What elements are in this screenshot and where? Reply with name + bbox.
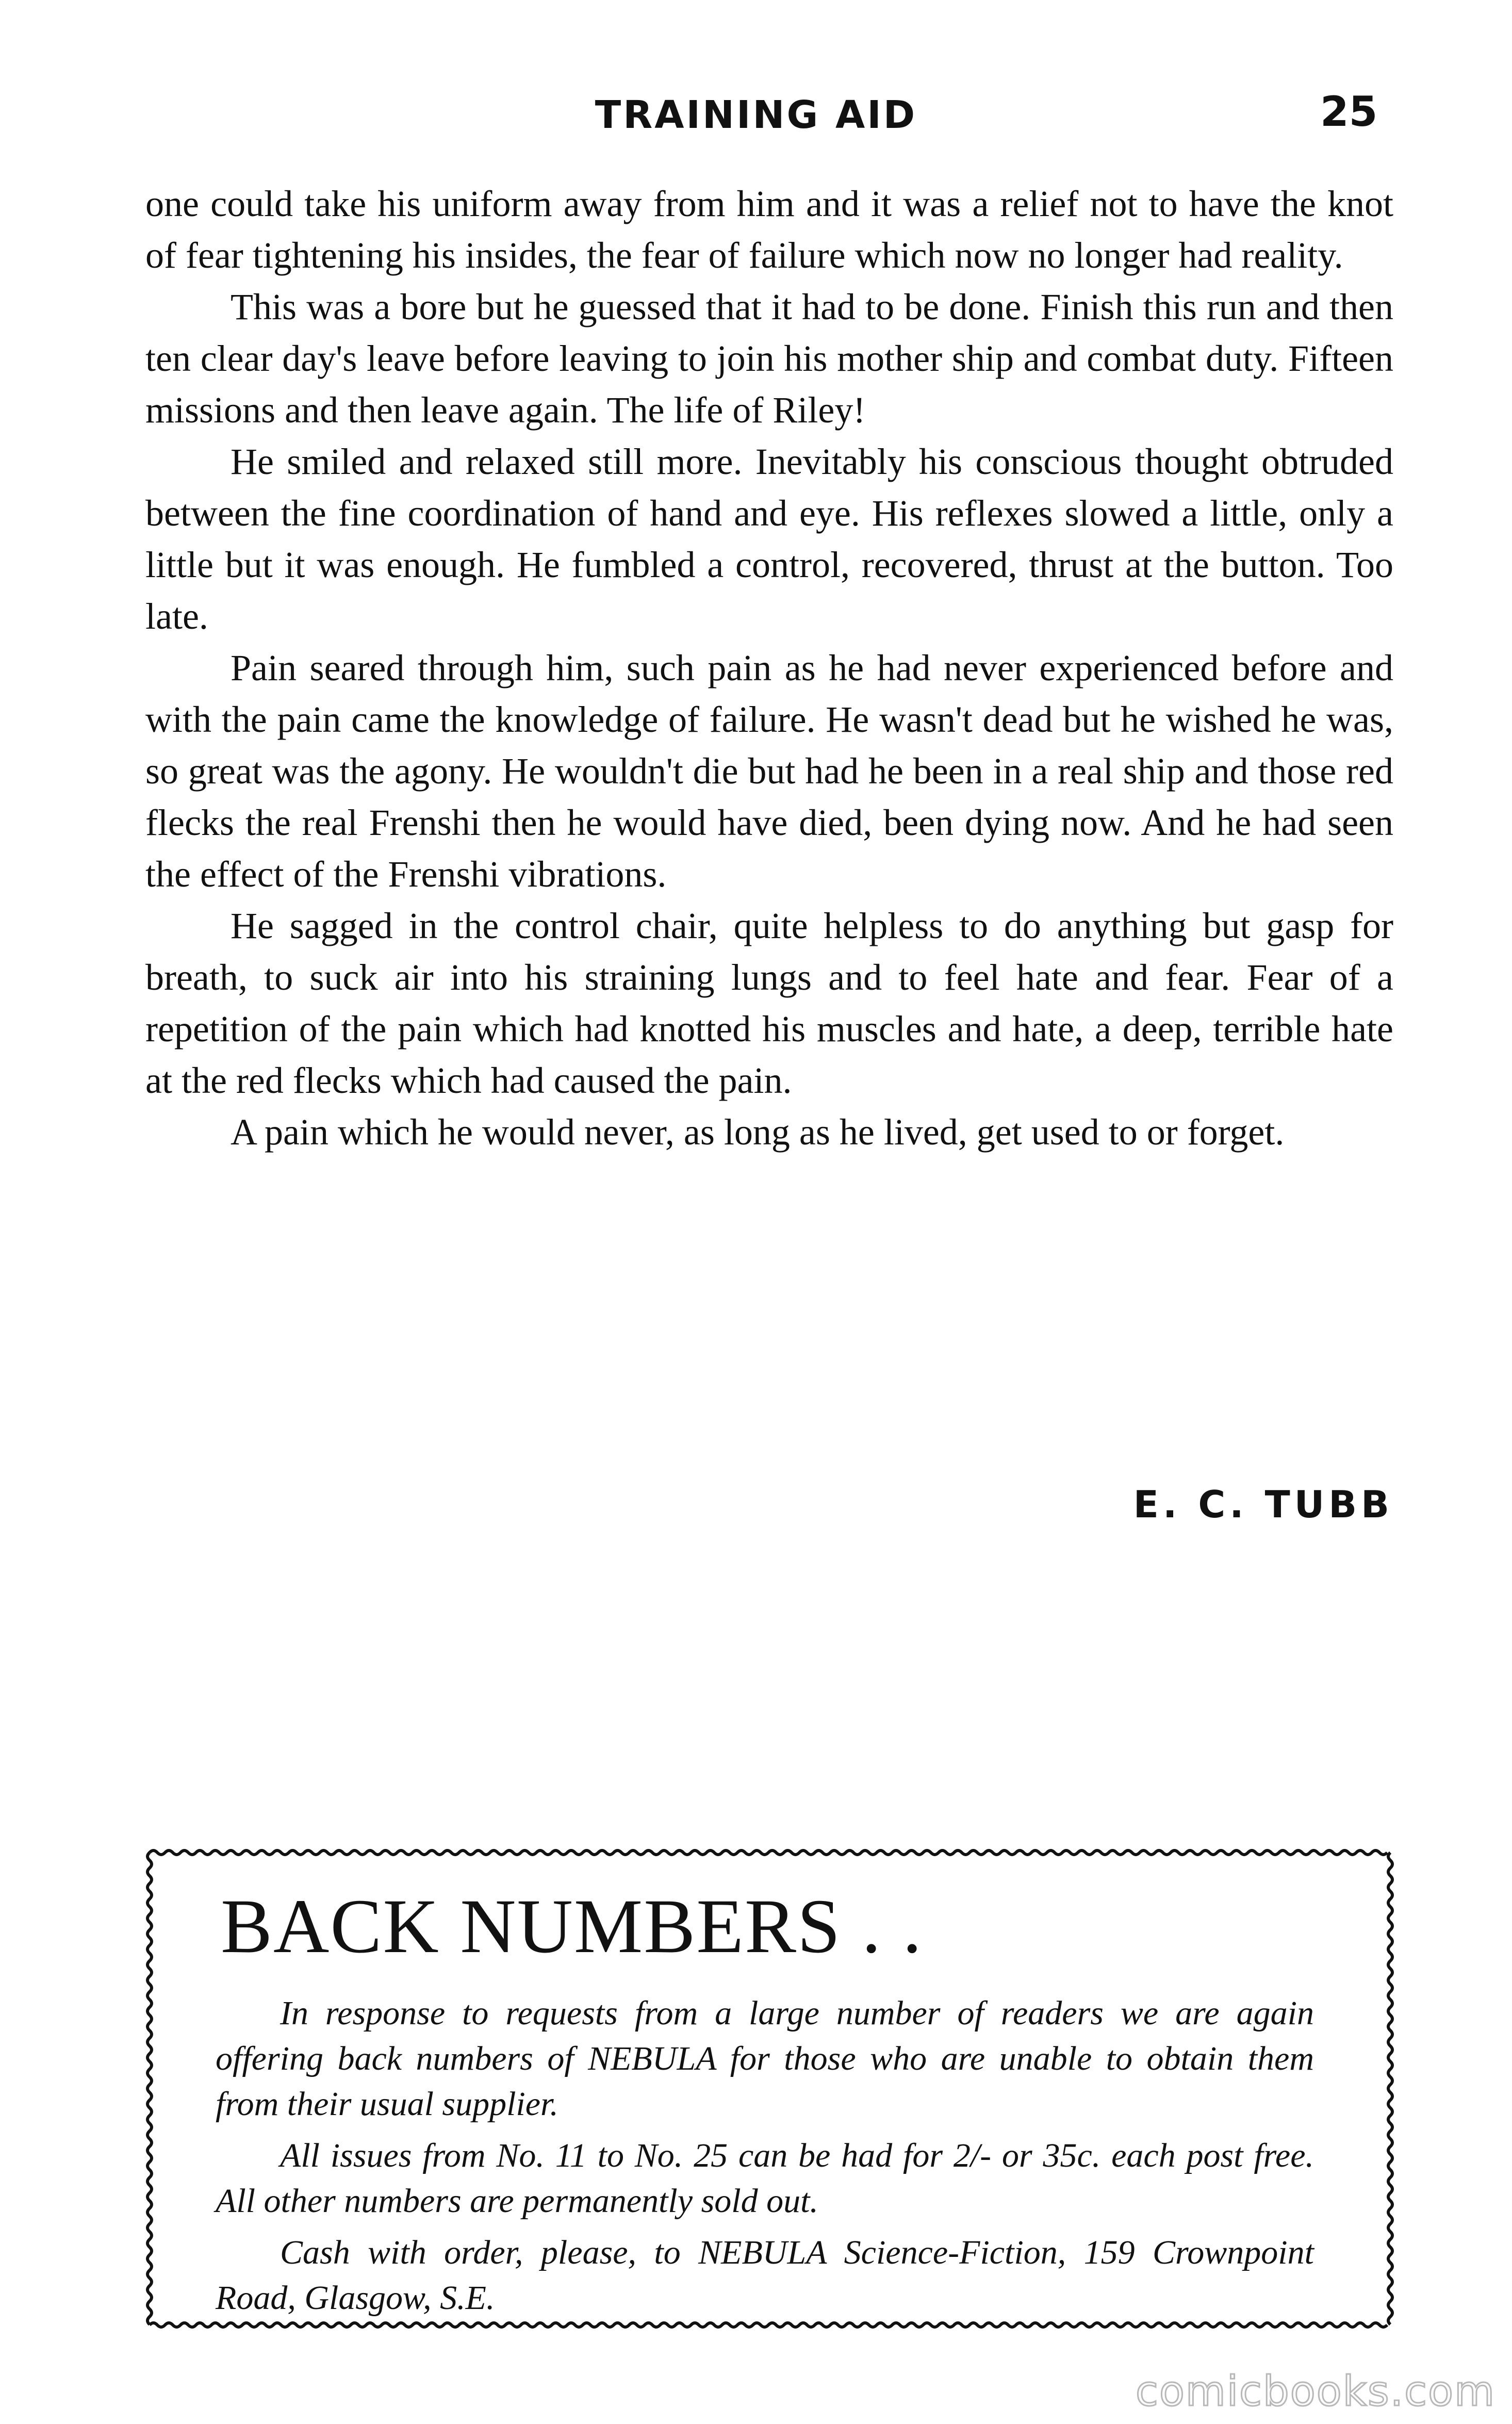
wavy-border-right <box>1388 1853 1392 2324</box>
back-numbers-advert <box>143 1846 1396 2331</box>
story-paragraph: A pain which he would never, as long as he lived, get used to or forget. <box>231 1111 1285 1153</box>
author-byline: E. C. TUBB <box>1133 1483 1393 1526</box>
running-head <box>0 88 1512 144</box>
watermark: comicbooks.com <box>1135 2367 1495 2415</box>
advert-paragraph: All issues from No. 11 to No. 25 can be had for 2/- or 35c. each post free. All other numbers are permanently sold out. <box>216 2137 1314 2220</box>
advert-paragraph: In response to requests from a large number of readers we are again offering back numbers of NEBULA for those who are unable to obtain them from their usual supplier. <box>216 1994 1314 2123</box>
wavy-border-top <box>150 1850 1387 1855</box>
story-paragraph: This was a bore but he guessed that it had to be done. Finish this run and then ten clear day's leave before leaving to join his mother ship and combat duty. Fifteen missions and then leave again. The life of Riley! <box>145 286 1393 431</box>
wavy-border-left <box>147 1853 152 2324</box>
story-paragraph: He smiled and relaxed still more. Inevitably his conscious thought obtruded between the fine coordination of hand and eye. His reflexes slowed a little, only a little but it was enough. He fumbled a control, recovered, thrust at the button. Too late. <box>145 441 1393 637</box>
page-number: 25 <box>1320 88 1378 136</box>
advert-text <box>216 1991 1314 2327</box>
story-paragraph: Pain seared through him, such pain as he had never experienced before and with the pain came the knowledge of failure. He wasn't dead but he wished he was, so great was the agony. He wouldn't die but had he been in a real ship and those red flecks the real Frenshi then he would have died, been dying now. And he had seen the effect of the Frenshi vibrations. <box>145 647 1393 895</box>
story-paragraph: He sagged in the control chair, quite helpless to do anything but gasp for breath, to suck air into his straining lungs and to feel hate and fear. Fear of a repetition of the pain which had knotted his muscles and hate, a deep, terrible hate at the red flecks which had caused the pain. <box>145 905 1393 1101</box>
story-text <box>145 178 1393 1158</box>
advert-heading: BACK NUMBERS . . <box>221 1883 923 1969</box>
running-title: TRAINING AID <box>595 93 917 137</box>
advert-paragraph: Cash with order, please, to NEBULA Science-Fiction, 159 Crownpoint Road, Glasgow, S.E. <box>216 2234 1314 2317</box>
story-paragraph: one could take his uniform away from him and it was a relief not to have the knot of fear tightening his insides, the fear of failure which now no longer had reality. <box>145 183 1393 276</box>
